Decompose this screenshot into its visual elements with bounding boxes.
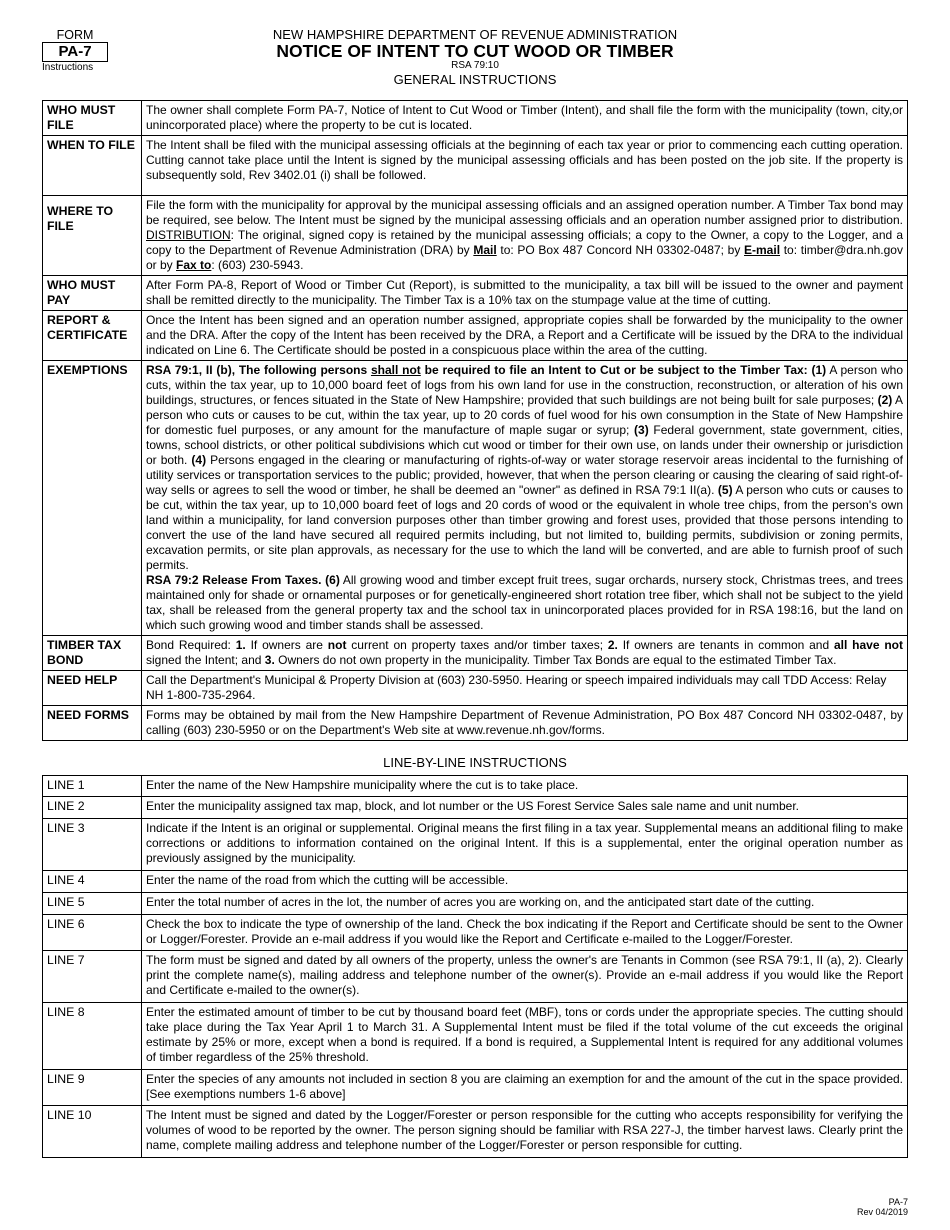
row-label: WHO MUST FILE: [43, 101, 142, 136]
rsa-reference: RSA 79:10: [451, 60, 499, 71]
page-footer: [857, 1197, 908, 1217]
row-text: Call the Department's Municipal & Property Division at (603) 230-5950. Hearing or speech impaired individuals may call TDD Access: Relay NH 1-800-735-2964.: [142, 671, 908, 706]
line-text: Indicate if the Intent is an original or supplemental. Original means the first filing in a tax year. Supplemental means an additional filing to make corrections or additions to information contained on the original Intent. If this is a supplemental, enter the original operation number as previously assigned by the municipality.: [142, 819, 908, 871]
row-label: WHO MUST PAY: [43, 276, 142, 311]
line-label: LINE 6: [43, 915, 142, 951]
row-text: Bond Required: 1. If owners are not current on property taxes and/or timber taxes; 2. If owners are tenants in common and all have not signed the Intent; and 3. Owners do not own property in the municipality. Timber Tax Bonds are equal to the estimated Timber Tax.: [142, 636, 908, 671]
line-text: Enter the name of the road from which the cutting will be accessible.: [142, 871, 908, 893]
row-text: Forms may be obtained by mail from the New Hampshire Department of Revenue Administration, PO Box 487 Concord NH 03302-0487, by calling (603) 230-5950 or on the Department's Web site at www.revenue.nh.gov/forms.: [142, 706, 908, 741]
line-label: LINE 7: [43, 951, 142, 1003]
line-label: LINE 1: [43, 776, 142, 797]
table-row: [43, 311, 908, 361]
line-text: Enter the estimated amount of timber to be cut by thousand board feet (MBF), tons or cords under the appropriate species. The cutting should take place during the Tax Year April 1 to March 31. A Supplemental Intent must be filed if the total volume of the cut exceeds the original estimate by 25% or more, except when a bond is required. If a bond is required, a Supplemental Intent is required for any additional volumes of timber regardless of the 25% threshold.: [142, 1003, 908, 1070]
line-text: Enter the total number of acres in the lot, the number of acres you are working on, and the anticipated start date of the cutting.: [142, 893, 908, 915]
page-title: NOTICE OF INTENT TO CUT WOOD OR TIMBER: [276, 41, 674, 61]
table-row: [43, 361, 908, 636]
table-row: [43, 951, 908, 1003]
table-row: [43, 1003, 908, 1070]
form-number: PA-7: [42, 42, 108, 62]
row-text: RSA 79:1, II (b), The following persons shall not be required to file an Intent to Cut or be subject to the Timber Tax: (1) A person who cuts, within the tax year, up to 10,000 board feet of logs from his own land for use in the construction, reconstruction, or alteration of his own buildings, structures, or fences situated in the State of New Hampshire; provided that such buildings are not being built for sale purposes; (2) A person who cuts or causes to be cut, within the tax year, up to 20 cords of fuel wood for his own consumption in the State of New Hampshire for domestic fuel purposes, or any amount for the manufacture of maple sugar or syrup; (3) Federal government, state government, cities, towns, school districts, or other political subdivisions which cut wood or timber for their own use, on lands under their ownership or jurisdiction or both. (4) Persons engaged in the clearing or manufacturing of rights-of-way or water storage reservoir areas incidental to the furnishing of utility services or transportation services to the public; provided, however, that when the person clearing or causing the clearing of said right-of-way sells or agrees to sell the wood or timber, he shall be deemed an "owner" as defined in RSA 79:1 II(a). (5) A person who cuts or causes to be cut, within the tax year, up to 10,000 board feet of logs and 20 cords of wood or the equivalent in whole tree chips, from the person's own land within a municipality, for land conversion purposes other than timber growing and forest uses, provided that those persons intending to convert the use of the land have secured all required permits including, but not limited to, building permits, subdivision or zoning permits, excavation permits, or site plan approvals, as necessary for the use to which the land will be converted, and are able to furnish proof of such permits. RSA 79:2 Release From Taxes. (6) All growing wood and timber except fruit trees, sugar orchards, nursery stock, Christmas trees, and trees maintained only for shade or ornamental purposes or for genetically-engineered short rotation tree fiber, which shall not be subject to the yield tax, shall be released from the general property tax and the school tax in unincorporated places provided for in RSA 198:16, but the land on which such growing wood and timber stands shall be assessed.: [142, 361, 908, 636]
table-row: [43, 636, 908, 671]
line-instructions-table: [42, 775, 908, 1158]
table-row: [43, 671, 908, 706]
line-text: Enter the name of the New Hampshire municipality where the cut is to take place.: [142, 776, 908, 797]
line-label: LINE 9: [43, 1070, 142, 1106]
line-label: LINE 4: [43, 871, 142, 893]
line-label: LINE 8: [43, 1003, 142, 1070]
table-row: [43, 915, 908, 951]
row-text: The owner shall complete Form PA-7, Notice of Intent to Cut Wood or Timber (Intent), and shall file the form with the municipality (town, city,or unincorporated place) where the property to be cut is located.: [142, 101, 908, 136]
table-row: [43, 706, 908, 741]
footer-revision: Rev 04/2019: [856, 1207, 908, 1217]
row-text: After Form PA-8, Report of Wood or Timber Cut (Report), is submitted to the municipality, a tax bill will be issued to the owner and payment shall be remitted directly to the municipality. The Timber Tax is a 10% tax on the stumpage value at the time of cutting.: [142, 276, 908, 311]
table-row: [43, 797, 908, 819]
table-row: [43, 276, 908, 311]
table-row: [43, 819, 908, 871]
row-text: The Intent shall be filed with the municipal assessing officials at the beginning of each tax year or prior to commencing each cutting operation. Cutting cannot take place until the Intent is signed by the municipal assessing officials and has been posted on the job site. If the property is subsequently sold, Rev 3402.01 (i) shall be followed.: [142, 136, 908, 196]
form-label: FORM: [56, 28, 94, 42]
line-label: LINE 3: [43, 819, 142, 871]
table-row: [43, 1070, 908, 1106]
row-label: REPORT & CERTIFICATE: [43, 311, 142, 361]
agency-name: NEW HAMPSHIRE DEPARTMENT OF REVENUE ADMINISTRATION: [272, 27, 678, 42]
section-title-general: GENERAL INSTRUCTIONS: [393, 72, 557, 87]
page-header: [0, 28, 950, 87]
row-label: WHEN TO FILE: [43, 136, 142, 196]
table-row: [43, 871, 908, 893]
table-row: [43, 893, 908, 915]
row-label: NEED HELP: [43, 671, 142, 706]
row-label: TIMBER TAX BOND: [43, 636, 142, 671]
line-label: LINE 5: [43, 893, 142, 915]
row-label: WHERE TO FILE: [43, 196, 142, 276]
line-text: Check the box to indicate the type of ownership of the land. Check the box indicating if the Report and Certificate should be sent to the Owner or Logger/Forester. Provide an e-mail address if you would like the Report and Certificate e-mailed to the Logger/Forester.: [142, 915, 908, 951]
table-row: [43, 136, 908, 196]
line-text: Enter the municipality assigned tax map, block, and lot number or the US Forest Service Sales sale name and unit number.: [142, 797, 908, 819]
section-title-line-by-line: LINE-BY-LINE INSTRUCTIONS: [383, 755, 567, 770]
table-row: [43, 196, 908, 276]
table-row: [43, 1106, 908, 1158]
row-text: File the form with the municipality for approval by the municipal assessing officials and an assigned operation number. A Timber Tax bond may be required, see below. The Intent must be signed by the municipal assessing officials and an operation number assigned prior to distribution. DISTRIBUTION: The original, signed copy is retained by the municipal assessing officials; a copy to the Owner, a copy to the Logger, and a copy to the Department of Revenue Administration (DRA) by Mail to: PO Box 487 Concord NH 03302-0487; by E-mail to: timber@dra.nh.gov or by Fax to: (603) 230-5943.: [142, 196, 908, 276]
table-row: [43, 776, 908, 797]
general-instructions-table: [42, 100, 908, 741]
footer-form-number: PA-7: [888, 1197, 908, 1207]
table-row: [43, 101, 908, 136]
line-label: LINE 2: [43, 797, 142, 819]
line-text: The Intent must be signed and dated by the Logger/Forester or person responsible for the cutting who accepts responsibility for verifying the volumes of wood to be reported by the owner. The person signing should be familiar with RSA 227-J, the timber harvest laws. Clearly print the name, complete mailing address and telephone number of the Logger/Forester or person responsible for cutting.: [142, 1106, 908, 1158]
row-label: NEED FORMS: [43, 706, 142, 741]
row-label: EXEMPTIONS: [43, 361, 142, 636]
form-subtitle: Instructions: [42, 62, 94, 73]
line-text: Enter the species of any amounts not included in section 8 you are claiming an exemption for and the amount of the cut in the space provided. [See exemptions numbers 1-6 above]: [142, 1070, 908, 1106]
line-label: LINE 10: [43, 1106, 142, 1158]
row-text: Once the Intent has been signed and an operation number assigned, appropriate copies shall be forwarded by the municipality to the owner and the DRA. After the copy of the Intent has been received by the DRA, a Report and a Certificate will be issued by the DRA to the individual indicated on Line 6. The Certificate should be posted in a conspicuous place within the area of the cutting.: [142, 311, 908, 361]
line-text: The form must be signed and dated by all owners of the property, unless the owner's are Tenants in Common (see RSA 79:1, II (a), 2). Clearly print the complete name(s), mailing address and telephone number of the owner(s). Provide an e-mail address if you would like the Report and Certificate e-mailed to the owner(s).: [142, 951, 908, 1003]
